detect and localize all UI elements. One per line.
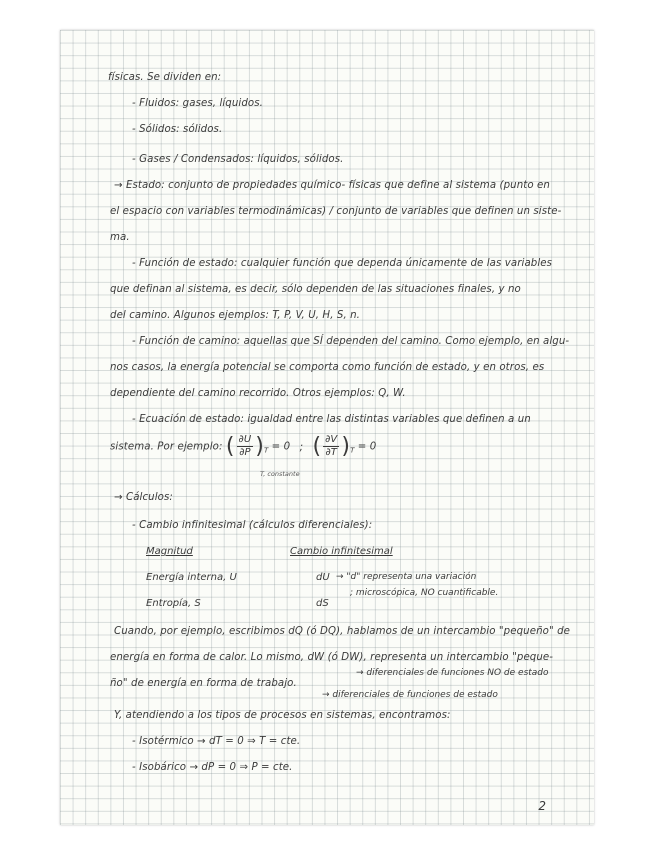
text-fragment: sistema. Por ejemplo:	[110, 441, 223, 453]
text-line: - Sólidos: sólidos.	[132, 124, 223, 135]
text-line: ño" de energía en forma de trabajo.	[110, 678, 297, 689]
text-line: → Estado: conjunto de propiedades químico- físicas que define al sistema (punto en	[114, 180, 550, 191]
table-cell-magnitude: Energía interna, U	[146, 572, 237, 583]
table-cell-note: → "d" representa una variación	[336, 572, 477, 582]
fraction-denominator: ∂P	[239, 447, 251, 458]
table-cell-symbol: dU	[316, 572, 330, 583]
text-line: nos casos, la energía potencial se comporta como función de estado, y en otros, es	[110, 362, 545, 373]
text-line: energía en forma de calor. Lo mismo, dW (ó DW), representa un intercambio "peque-	[110, 652, 554, 663]
text-line: Y, atendiendo a los tipos de procesos en sistemas, encontramos:	[114, 710, 451, 721]
text-line: - Función de estado: cualquier función que dependa únicamente de las variables	[132, 258, 553, 269]
text-line: - Función de camino: aquellas que SÍ dependen del camino. Como ejemplo, en algu-	[132, 336, 570, 347]
fraction-numerator: ∂U	[238, 434, 252, 445]
text-line: físicas. Se dividen en:	[108, 72, 222, 83]
text-line: - Isobárico → dP = 0 ⇒ P = cte.	[132, 762, 293, 773]
subscript: T	[350, 446, 355, 455]
annotation: → diferenciales de funciones de estado	[322, 690, 498, 700]
text-line: el espacio con variables termodinámicas) / conjunto de variables que definen un siste-	[110, 206, 562, 217]
text-line: ma.	[110, 232, 130, 243]
table-cell-note: ; microscópica, NO cuantificable.	[350, 588, 499, 598]
page-number: 2	[538, 799, 546, 813]
equals-zero: = 0	[271, 441, 291, 453]
annotation: → diferenciales de funciones NO de estado	[356, 668, 549, 678]
table-header-change: Cambio infinitesimal	[290, 546, 393, 557]
equals-zero: = 0	[357, 441, 377, 453]
paren: (	[225, 434, 235, 459]
fraction-denominator: ∂T	[325, 447, 337, 458]
text-line: - Fluidos: gases, líquidos.	[132, 98, 263, 109]
text-line: Cuando, por ejemplo, escribimos dQ (ó DQ), hablamos de un intercambio "pequeño" de	[114, 626, 571, 637]
fraction	[323, 434, 339, 459]
separator: ;	[299, 441, 304, 453]
equation-line	[110, 434, 376, 459]
constant-note: T, constante	[260, 470, 300, 478]
table-cell-magnitude: Entropía, S	[146, 598, 201, 609]
text-line: - Isotérmico → dT = 0 ⇒ T = cte.	[132, 736, 301, 747]
table-cell-symbol: dS	[316, 598, 329, 609]
table-header-magnitude: Magnitud	[146, 546, 193, 557]
text-line: → Cálculos:	[114, 492, 173, 503]
text-line: del camino. Algunos ejemplos: T, P, V, U, H, S, n.	[110, 310, 361, 321]
text-line: - Gases / Condensados: líquidos, sólidos.	[132, 154, 344, 165]
text-line: - Cambio infinitesimal (cálculos diferenciales):	[132, 520, 373, 531]
notebook-page	[60, 30, 594, 825]
subscript: T	[263, 446, 269, 455]
text-line: - Ecuación de estado: igualdad entre las distintas variables que definen a un	[132, 414, 531, 425]
paren: )	[255, 434, 264, 459]
fraction-numerator: ∂V	[325, 434, 338, 445]
paren: (	[312, 434, 322, 459]
fraction	[237, 434, 254, 459]
text-line: dependiente del camino recorrido. Otros ejemplos: Q, W.	[110, 388, 406, 399]
text-line: que definan al sistema, es decir, sólo dependen de las situaciones finales, y no	[110, 284, 521, 295]
paren: )	[341, 434, 351, 459]
